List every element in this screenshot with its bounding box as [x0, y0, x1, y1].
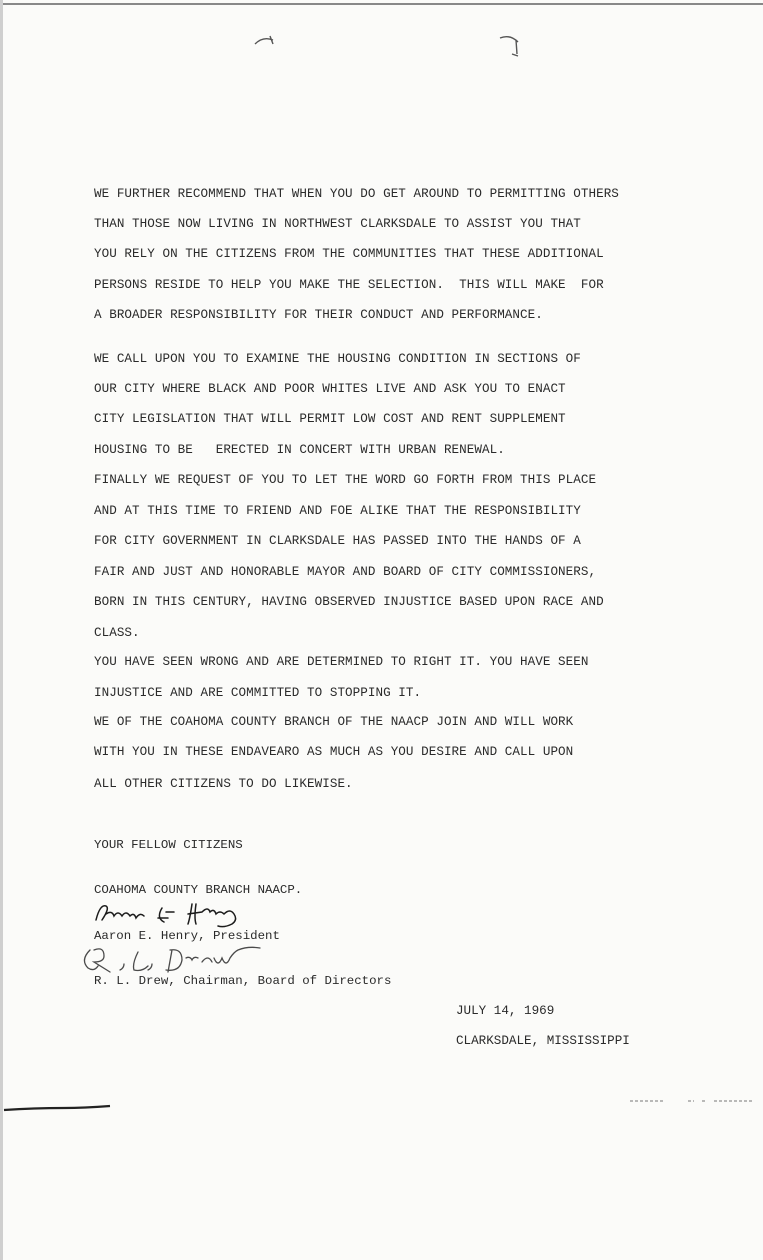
organization-line: COAHOMA COUNTY BRANCH NAACP.: [94, 883, 303, 897]
letter-date: JULY 14, 1969: [456, 1004, 555, 1018]
letter-line-18: WE OF THE COAHOMA COUNTY BRANCH OF THE NAACP JOIN AND WILL WORK: [94, 715, 574, 729]
signature-aaron-henry: [92, 896, 292, 930]
signatory-2-title: R. L. Drew, Chairman, Board of Directors: [94, 974, 392, 988]
signature-rl-drew: [80, 942, 290, 976]
closing-line: YOUR FELLOW CITIZENS: [94, 838, 243, 852]
letter-line-1: WE FURTHER RECOMMEND THAT WHEN YOU DO GET AROUND TO PERMITTING OTHERS: [94, 187, 619, 201]
margin-ink-mark: [2, 1104, 112, 1114]
letter-line-15: CLASS.: [94, 626, 140, 640]
letter-line-11: AND AT THIS TIME TO FRIEND AND FOE ALIKE THAT THE RESPONSIBILITY: [94, 504, 581, 518]
top-edge-rule: [0, 3, 763, 5]
margin-dash-mark: [628, 1098, 758, 1104]
signatory-1-title: Aaron E. Henry, President: [94, 929, 280, 943]
letter-line-5: A BROADER RESPONSIBILITY FOR THEIR CONDUCT AND PERFORMANCE.: [94, 308, 543, 322]
letter-line-3: YOU RELY ON THE CITIZENS FROM THE COMMUNITIES THAT THESE ADDITIONAL: [94, 247, 604, 261]
letter-line-10: FINALLY WE REQUEST OF YOU TO LET THE WORD GO FORTH FROM THIS PLACE: [94, 473, 597, 487]
letter-line-16: YOU HAVE SEEN WRONG AND ARE DETERMINED TO RIGHT IT. YOU HAVE SEEN: [94, 655, 589, 669]
letter-line-2: THAN THOSE NOW LIVING IN NORTHWEST CLARKSDALE TO ASSIST YOU THAT: [94, 217, 581, 231]
letter-line-9: HOUSING TO BE ERECTED IN CONCERT WITH URBAN RENEWAL.: [94, 443, 505, 457]
punch-hole-marks: [250, 30, 550, 70]
letter-line-8: CITY LEGISLATION THAT WILL PERMIT LOW COST AND RENT SUPPLEMENT: [94, 412, 566, 426]
letter-line-19: WITH YOU IN THESE ENDAVEARO AS MUCH AS YOU DESIRE AND CALL UPON: [94, 745, 574, 759]
letter-line-4: PERSONS RESIDE TO HELP YOU MAKE THE SELECTION. THIS WILL MAKE FOR: [94, 278, 604, 292]
letter-line-13: FAIR AND JUST AND HONORABLE MAYOR AND BOARD OF CITY COMMISSIONERS,: [94, 565, 597, 579]
letter-line-7: OUR CITY WHERE BLACK AND POOR WHITES LIVE AND ASK YOU TO ENACT: [94, 382, 566, 396]
letter-place: CLARKSDALE, MISSISSIPPI: [456, 1034, 630, 1048]
letter-line-20: ALL OTHER CITIZENS TO DO LIKEWISE.: [94, 777, 353, 791]
letter-line-12: FOR CITY GOVERNMENT IN CLARKSDALE HAS PASSED INTO THE HANDS OF A: [94, 534, 581, 548]
letter-line-6: WE CALL UPON YOU TO EXAMINE THE HOUSING CONDITION IN SECTIONS OF: [94, 352, 581, 366]
left-page-edge: [0, 0, 3, 1260]
letter-line-14: BORN IN THIS CENTURY, HAVING OBSERVED INJUSTICE BASED UPON RACE AND: [94, 595, 604, 609]
letter-line-17: INJUSTICE AND ARE COMMITTED TO STOPPING IT.: [94, 686, 422, 700]
